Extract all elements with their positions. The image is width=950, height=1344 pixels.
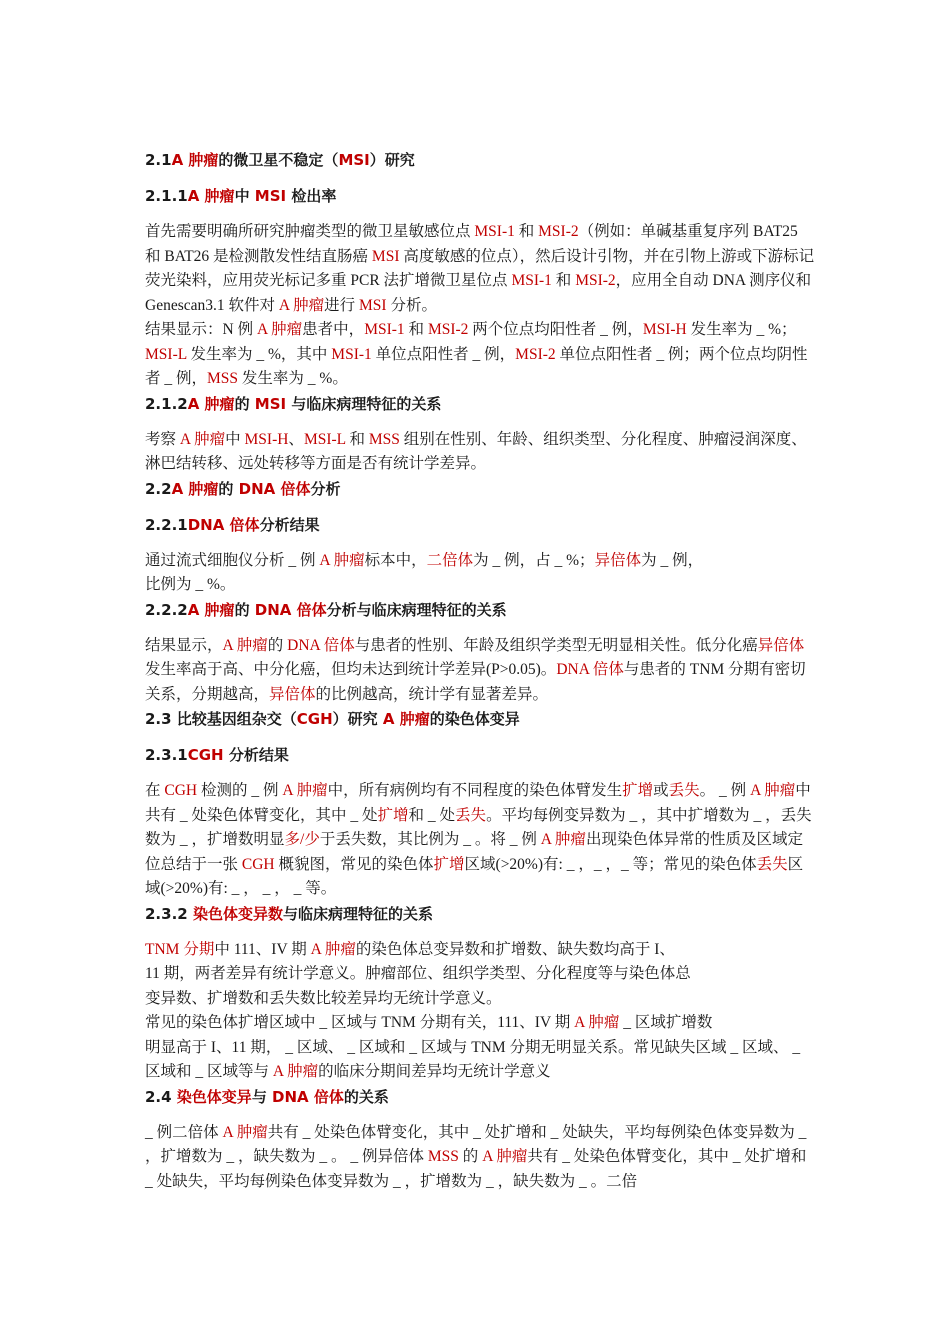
text-run: 单位点阳性者 _ 例；两个位点均阴性者 _ 例，: [145, 345, 808, 387]
text-run: 共有 _ 处染色体臂变化，其中 _ 处扩增和 _ 处缺失，平均每例染色体变异数为 _ ，扩增数为 _ ，缺失数为 _ 。二倍: [145, 1148, 807, 1190]
text-run: 高度敏感的位点），然后设计引物，并在引物上游或下游标记荧光染料，应用荧光标记多重 PCR 法扩增微卫星位点: [145, 247, 815, 289]
text-run: 为 _ 例，占 _ %；: [473, 551, 595, 569]
highlight-term: MSS: [427, 1148, 459, 1165]
text-run: 的: [234, 394, 255, 413]
text-run: 为 _ 例，: [641, 551, 704, 569]
heading-2-1-2: [145, 392, 815, 416]
text-run: 和 _ 处: [408, 806, 456, 824]
highlight-term: A 肿瘤: [382, 710, 430, 728]
highlight-term: A 肿瘤: [310, 940, 356, 958]
highlight-term: MSS: [207, 370, 239, 387]
text-run: 与: [251, 1087, 273, 1106]
text-run: 或: [653, 782, 669, 799]
text-run: 和: [514, 223, 539, 240]
highlight-term: 染色体变异: [176, 1087, 252, 1106]
heading-2-3-2: [145, 902, 815, 926]
highlight-term: MSI-1: [364, 321, 405, 338]
text-run: 考察: [145, 430, 180, 448]
text-run: 分析与临床病理特征的关系: [326, 600, 507, 619]
highlight-term: DNA 倍体: [238, 479, 311, 498]
highlight-term: 异倍体: [757, 636, 805, 654]
highlight-term: MSI-H: [642, 321, 687, 338]
highlight-term: 染色体变异数: [192, 904, 283, 923]
heading-2-1-1: [145, 184, 815, 208]
highlight-term: A 肿瘤: [187, 394, 235, 413]
text-run: 区域(>20%)有: _ ，_ ，_ 等；常见的染色体: [464, 855, 757, 873]
text-run: 和: [551, 272, 576, 289]
document-body: [145, 148, 815, 1194]
highlight-term: 异倍体: [594, 551, 642, 569]
highlight-term: MSI: [254, 187, 287, 205]
paragraph-dna-ploidy-clinical: [145, 634, 815, 708]
paragraph-tnm-line2: [145, 962, 815, 987]
highlight-term: A 肿瘤: [750, 782, 796, 799]
highlight-term: 异倍体: [269, 685, 316, 703]
highlight-term: 多/少: [284, 831, 320, 848]
text-run: 分析结果: [223, 746, 289, 764]
highlight-term: MSI: [254, 394, 287, 413]
text-run: 在: [145, 782, 165, 799]
text-run: 进行: [324, 296, 359, 314]
text-run: 2.1: [145, 151, 172, 169]
text-run: ）研究: [369, 151, 415, 169]
text-run: 的关系: [343, 1087, 389, 1106]
text-run: ）研究: [332, 710, 383, 728]
text-run: 明显高于 I、11 期， _ 区域、 _ 区域和 _ 区域与 TNM 分期无明显关系。常见缺失区域 _ 区域、 _ 区域和 _ 区域等与: [145, 1038, 801, 1080]
paragraph-region-line1: [145, 1011, 815, 1036]
text-run: 分析。: [386, 296, 437, 314]
paragraph-tnm-line1: [145, 938, 815, 963]
highlight-term: MSI-1: [331, 345, 372, 363]
highlight-term: MSI-L: [303, 430, 346, 448]
highlight-term: 扩增: [377, 806, 409, 824]
highlight-term: MSI-H: [244, 430, 289, 448]
text-run: _ 例二倍体: [145, 1123, 223, 1141]
text-run: 与患者的 TNM 分期有密切关系，分期越高，: [145, 661, 806, 703]
highlight-term: A 肿瘤: [171, 151, 219, 169]
text-run: 中，所有病例均有不同程度的染色体臂发生: [327, 782, 623, 799]
text-run: 检测的 _ 例: [197, 782, 283, 799]
text-run: 的临床分期间差异均无统计学意义: [318, 1063, 551, 1080]
highlight-term: TNM 分期: [145, 940, 215, 958]
highlight-term: MSI-2: [575, 272, 616, 289]
heading-2-1: [145, 148, 815, 172]
paragraph-dna-ploidy-results-line1: [145, 549, 815, 574]
text-run: 通过流式细胞仪分析 _ 例: [145, 551, 320, 569]
text-run: 检出率: [286, 187, 337, 205]
text-run: 的: [234, 600, 255, 619]
paragraph-dna-ploidy-results-line2: [145, 573, 815, 598]
heading-2-3-1: [145, 743, 815, 767]
highlight-term: MSS: [368, 430, 400, 448]
text-run: 首先需要明确所研究肿瘤类型的微卫星敏感位点: [145, 223, 475, 240]
text-run: 2.4: [145, 1087, 177, 1106]
highlight-term: 扩增: [433, 855, 465, 873]
text-run: 的染色体总变异数和扩增数、缺失数均高于 I、: [355, 940, 675, 958]
text-run: 发生率为 _ %；: [686, 321, 797, 338]
highlight-term: A 肿瘤: [574, 1014, 620, 1031]
text-run: 2.3 比较基因组杂交（: [145, 710, 297, 728]
highlight-term: A 肿瘤: [187, 600, 235, 619]
text-run: 标本中，: [364, 551, 427, 569]
highlight-term: DNA 倍体: [287, 636, 355, 654]
highlight-term: A 肿瘤: [222, 1123, 268, 1141]
highlight-term: MSI: [358, 296, 387, 314]
highlight-term: DNA 倍体: [556, 661, 624, 678]
text-run: 与临床病理特征的关系: [282, 904, 433, 923]
text-run: 。 _ 例: [699, 782, 751, 799]
highlight-term: DNA 倍体: [187, 515, 260, 534]
text-run: 发生率为 _ %。: [238, 370, 348, 387]
text-run: 的微卫星不稳定（: [218, 151, 339, 169]
highlight-term: MSI: [371, 247, 400, 265]
text-run: 概貌图，常见的染色体: [274, 855, 434, 873]
text-run: 中共有 _ 处染色体臂变化，其中 _ 处: [145, 782, 811, 824]
text-run: 2.1.2: [145, 394, 188, 413]
text-run: 的比例越高，统计学有显著差异。: [315, 685, 549, 703]
highlight-term: CGH: [187, 746, 224, 764]
text-run: 和: [345, 430, 369, 448]
highlight-term: A 肿瘤: [171, 479, 219, 498]
highlight-term: 丢失: [756, 855, 788, 873]
highlight-term: A 肿瘤: [540, 831, 586, 848]
highlight-term: A 肿瘤: [272, 1063, 319, 1080]
text-run: 2.2.1: [145, 515, 188, 534]
text-run: 与临床病理特征的关系: [286, 394, 442, 413]
text-run: 发生率高于高、中分化癌，但均未达到统计学差异(P>0.05)。: [145, 661, 557, 678]
text-run: 和: [404, 321, 428, 338]
text-run: 、: [288, 430, 304, 448]
text-run: 2.3.2: [145, 904, 193, 923]
text-run: 于丢失数，其比例为 _ 。将 _ 例: [319, 831, 541, 848]
heading-2-2: [145, 477, 815, 501]
text-run: 变异数、扩增数和丢失数比较差异均无统计学意义。: [145, 989, 502, 1007]
highlight-term: A 肿瘤: [187, 187, 235, 205]
highlight-term: 丢失: [668, 782, 700, 799]
highlight-term: MSI-2: [427, 321, 469, 338]
highlight-term: MSI-2: [515, 345, 556, 363]
heading-2-4: [145, 1085, 815, 1109]
heading-2-2-2: [145, 598, 815, 622]
highlight-term: CGH: [241, 855, 275, 873]
text-run: 患者中，: [302, 321, 365, 338]
highlight-term: 丢失: [455, 806, 487, 824]
text-run: 比例为 _ %。: [145, 576, 236, 593]
text-run: 2.1.1: [145, 187, 188, 205]
highlight-term: A 肿瘤: [278, 296, 325, 314]
text-run: 的: [218, 479, 239, 498]
text-run: 分析结果: [259, 515, 320, 534]
paragraph-msi-results: [145, 318, 815, 392]
text-run: 2.2.2: [145, 600, 188, 619]
highlight-term: A 肿瘤: [319, 551, 365, 569]
highlight-term: A 肿瘤: [482, 1148, 528, 1165]
highlight-term: A 肿瘤: [179, 430, 226, 448]
text-run: 中: [234, 187, 255, 205]
highlight-term: MSI-2: [538, 223, 579, 240]
paragraph-ploidy-variation: [145, 1121, 815, 1195]
text-run: 结果显示，: [145, 636, 223, 654]
text-run: 11 期，两者差异有统计学意义。肿瘤部位、组织学类型、分化程度等与染色体总: [145, 965, 691, 982]
text-run: （例如：单碱基重复序列 BAT25 和 BAT26 是检测散发性结直肠癌: [145, 223, 798, 265]
paragraph-msi-method: [145, 220, 815, 318]
text-run: 2.3.1: [145, 746, 188, 764]
text-run: 2.2: [145, 479, 172, 498]
text-run: 结果显示：N 例: [145, 321, 257, 338]
text-run: 出现染色体异常的性质及区域定位总结于一张: [145, 831, 803, 873]
text-run: 的染色体变异: [429, 710, 520, 728]
highlight-term: A 肿瘤: [282, 782, 328, 799]
text-run: 分析: [310, 479, 341, 498]
paragraph-tnm-line3: [145, 987, 815, 1012]
text-run: ，应用全自动 DNA 测序仪和 Genescan3.1 软件对: [145, 272, 812, 314]
highlight-term: MSI-1: [511, 272, 552, 289]
text-run: 中: [225, 430, 245, 448]
text-run: 发生率为 _ %，其中: [186, 345, 332, 363]
highlight-term: A 肿瘤: [256, 321, 303, 338]
highlight-term: 扩增: [622, 782, 654, 799]
text-run: 区域(>20%)有: _ ， _ ， _ 等。: [145, 855, 804, 897]
highlight-term: DNA 倍体: [254, 600, 327, 619]
text-run: 单位点阳性者 _ 例，: [371, 345, 516, 363]
text-run: 中 111、IV 期: [214, 940, 311, 958]
heading-2-2-1: [145, 513, 815, 537]
text-run: 共有 _ 处染色体臂变化，其中 _ 处扩增和 _ 处缺失，平均每例染色体变异数为 _ ，扩增数为 _ ，缺失数为 _ 。 _ 例异倍体: [145, 1123, 807, 1165]
highlight-term: 二倍体: [426, 551, 474, 569]
highlight-term: MSI: [338, 151, 370, 169]
heading-2-3: [145, 707, 815, 731]
paragraph-region-line2: [145, 1036, 815, 1085]
highlight-term: MSI-L: [145, 345, 187, 363]
highlight-term: CGH: [164, 782, 198, 799]
paragraph-cgh-results: [145, 779, 815, 902]
text-run: 常见的染色体扩增区域中 _ 区域与 TNM 分期有关，111、IV 期: [145, 1014, 575, 1031]
text-run: 与患者的性别、年龄及组织学类型无明显相关性。低分化癌: [354, 636, 758, 654]
text-run: 的: [458, 1148, 483, 1165]
paragraph-msi-clinical: [145, 428, 815, 477]
highlight-term: A 肿瘤: [222, 636, 268, 654]
text-run: 两个位点均阳性者 _ 例，: [468, 321, 643, 338]
text-run: 组别在性别、年龄、组织类型、分化程度、肿瘤浸润深度、淋巴结转移、远处转移等方面是否有统计学差异。: [145, 430, 807, 472]
highlight-term: DNA 倍体: [272, 1087, 344, 1106]
highlight-term: CGH: [296, 710, 333, 728]
text-run: _ 区域扩增数: [619, 1014, 713, 1031]
highlight-term: MSI-1: [474, 223, 515, 240]
text-run: 的: [267, 636, 288, 654]
text-run: 。平均每例变异数为 _ ，其中扩增数为 _ ，丢失数为 _ ，扩增数明显: [145, 806, 812, 848]
